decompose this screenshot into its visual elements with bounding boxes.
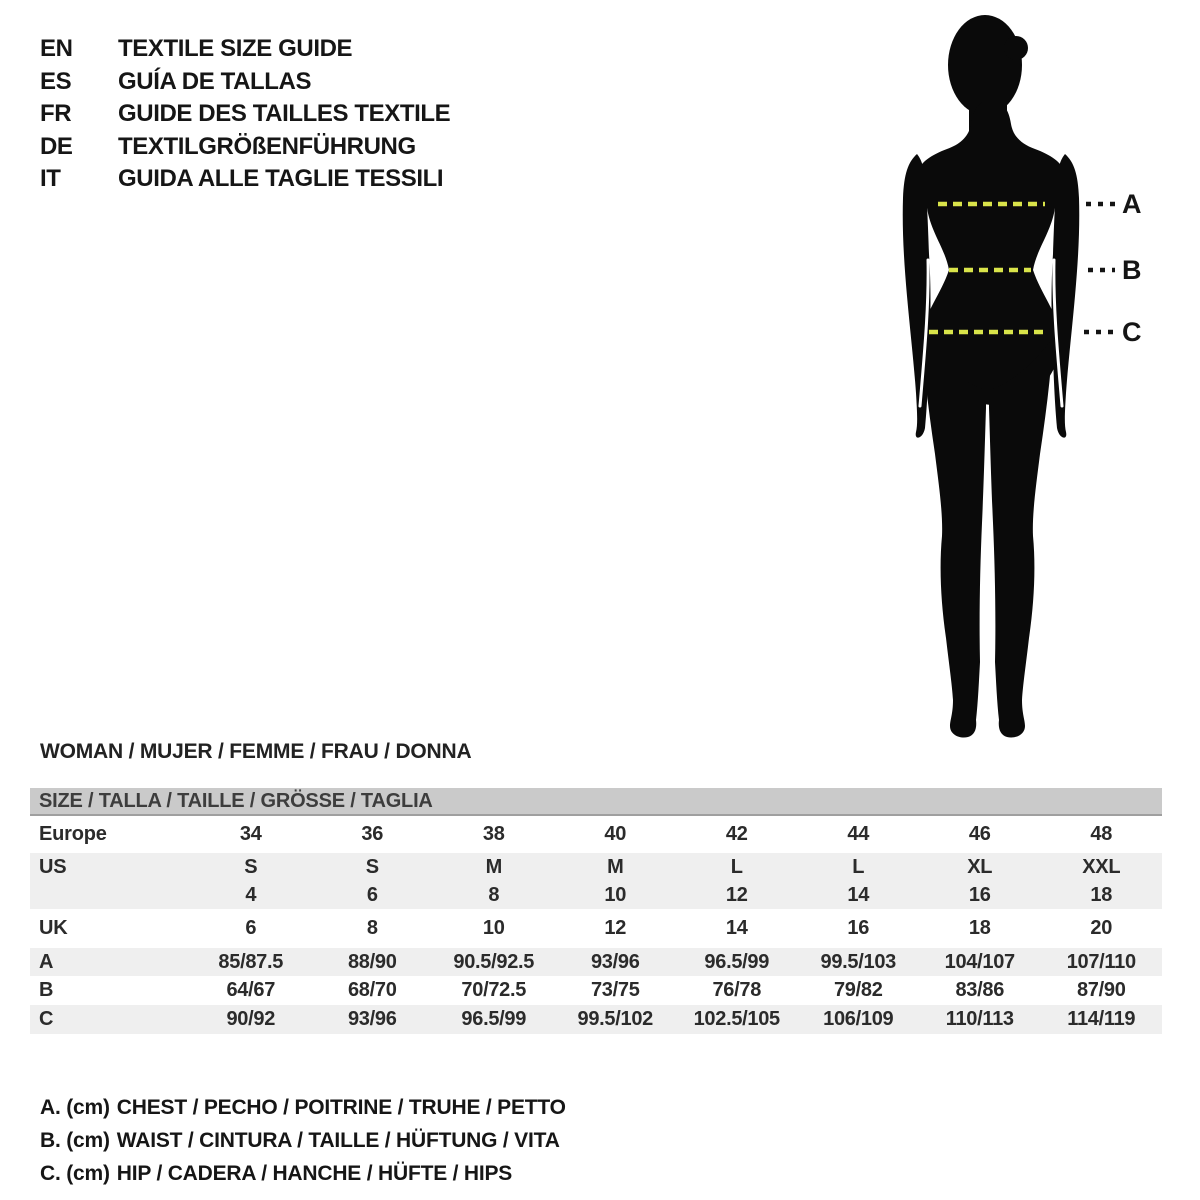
size-table-row — [30, 853, 1162, 881]
language-guide-title: GUÍA DE TALLAS — [118, 67, 312, 95]
silhouette-left-leg — [922, 338, 986, 738]
legend-row — [40, 1124, 566, 1157]
size-table-cell: 16 — [968, 883, 991, 906]
language-code: FR — [40, 100, 72, 127]
size-table-cell: 79/82 — [833, 979, 883, 1001]
size-table-cell: 90.5/92.5 — [453, 950, 535, 973]
size-table-cell: 6 — [245, 917, 257, 939]
size-table-cell: 12 — [725, 883, 748, 906]
size-table — [30, 788, 1162, 1034]
size-table-cell: 93/96 — [347, 1008, 397, 1030]
size-table-header: SIZE / TALLA / TAILLE / GRÖSSE / TAGLIA — [30, 788, 1162, 816]
size-table-cell: 99.5/103 — [820, 950, 896, 973]
marker-c-label: C — [1122, 317, 1142, 347]
size-table-row — [30, 976, 1162, 1005]
size-table-cell: 36 — [361, 823, 384, 845]
size-table-body — [30, 816, 1162, 1034]
woman-silhouette — [903, 15, 1080, 738]
marker-a-label: A — [1122, 189, 1142, 219]
language-code: EN — [40, 35, 73, 62]
measurement-legend — [40, 1091, 566, 1190]
size-table-cell: XL — [967, 855, 993, 878]
size-table-cell: 34 — [239, 823, 262, 845]
size-table-cell: L — [852, 855, 865, 878]
size-table-row-label: Europe — [39, 823, 107, 845]
size-table-cell: 93/96 — [590, 950, 640, 973]
size-table-cell: 96.5/99 — [704, 950, 770, 973]
size-table-row — [30, 1005, 1162, 1034]
size-table-cell: 18 — [1090, 883, 1113, 906]
size-table-cell: 18 — [968, 917, 991, 939]
size-table-cell: 76/78 — [712, 979, 762, 1001]
size-table-row — [30, 909, 1162, 948]
size-table-row — [30, 948, 1162, 976]
legend-key: C. (cm) — [40, 1162, 110, 1185]
marker-b-label: B — [1122, 255, 1142, 285]
size-table-cell: 64/67 — [226, 979, 276, 1001]
size-table-cell: S — [244, 855, 258, 878]
size-table-cell: 85/87.5 — [218, 950, 284, 973]
size-table-row-label: B — [39, 979, 54, 1001]
language-row — [40, 33, 450, 66]
language-code: ES — [40, 67, 72, 95]
legend-label: HIP / CADERA / HANCHE / HÜFTE / HIPS — [116, 1162, 513, 1185]
size-table-cell: 44 — [847, 823, 870, 845]
size-table-cell: 48 — [1090, 823, 1113, 845]
language-row — [40, 66, 450, 99]
size-table-cell: M — [485, 855, 502, 878]
language-guide — [40, 33, 450, 196]
size-table-cell: 40 — [604, 823, 627, 845]
size-table-cell: 99.5/102 — [577, 1008, 653, 1030]
size-table-cell: 110/113 — [945, 1008, 1014, 1030]
size-table-cell: 16 — [847, 917, 870, 939]
size-table-cell: 70/72.5 — [461, 979, 527, 1001]
size-table-cell: 6 — [366, 883, 378, 906]
size-table-cell: 96.5/99 — [461, 1008, 527, 1030]
size-table-cell: 14 — [725, 917, 748, 939]
language-guide-title: GUIDA ALLE TAGLIE TESSILI — [118, 165, 444, 192]
size-table-cell: 83/86 — [955, 979, 1005, 1001]
legend-row — [40, 1157, 566, 1190]
silhouette-hair — [1004, 36, 1028, 60]
size-table-cell: M — [607, 855, 624, 878]
section-title: WOMAN / MUJER / FEMME / FRAU / DONNA — [40, 740, 472, 763]
language-row — [40, 98, 450, 131]
size-table-cell: 102.5/105 — [693, 1008, 780, 1030]
size-table-row-label: UK — [39, 917, 68, 939]
size-table-cell: S — [365, 855, 379, 878]
language-row — [40, 131, 450, 164]
size-table-cell: 10 — [604, 883, 627, 906]
size-table-cell: 87/90 — [1076, 979, 1126, 1001]
size-table-cell: 12 — [604, 917, 627, 939]
size-table-cell: 46 — [968, 823, 991, 845]
size-table-row — [30, 881, 1162, 909]
size-table-cell: 8 — [366, 917, 378, 939]
size-table-row — [30, 816, 1162, 853]
size-table-row-label: US — [39, 855, 67, 878]
size-table-cell: 20 — [1090, 917, 1113, 939]
size-table-cell: 4 — [245, 883, 257, 906]
language-code: DE — [40, 132, 73, 160]
size-table-cell: XXL — [1082, 855, 1121, 878]
legend-row — [40, 1091, 566, 1124]
language-guide-title: GUIDE DES TAILLES TEXTILE — [118, 100, 451, 127]
size-table-cell: 42 — [725, 823, 748, 845]
legend-label: WAIST / CINTURA / TAILLE / HÜFTUNG / VITA — [116, 1129, 560, 1152]
body-measurement-figure — [865, 8, 1145, 743]
size-table-cell: 38 — [482, 823, 505, 845]
size-table-cell: 68/70 — [347, 979, 397, 1001]
language-row — [40, 163, 450, 196]
language-guide-title: TEXTILE SIZE GUIDE — [118, 35, 353, 62]
size-table-cell: 10 — [482, 917, 505, 939]
legend-key: A. (cm) — [40, 1096, 110, 1119]
size-table-cell: 107/110 — [1066, 950, 1136, 973]
size-table-cell: 90/92 — [226, 1008, 276, 1030]
language-code: IT — [40, 165, 61, 192]
language-guide-title: TEXTILGRÖßENFÜHRUNG — [118, 132, 416, 160]
legend-key: B. (cm) — [40, 1129, 110, 1152]
size-table-cell: 104/107 — [944, 950, 1015, 973]
size-table-row-label: C — [39, 1008, 54, 1030]
size-table-cell: 73/75 — [590, 979, 640, 1001]
size-table-cell: L — [730, 855, 743, 878]
size-table-cell: 14 — [847, 883, 870, 906]
size-table-cell: 8 — [488, 883, 500, 906]
silhouette-right-leg — [989, 338, 1053, 738]
size-table-cell: 106/109 — [823, 1008, 894, 1030]
size-table-cell: 114/119 — [1067, 1008, 1136, 1030]
size-table-row-label: A — [39, 950, 54, 973]
legend-label: CHEST / PECHO / POITRINE / TRUHE / PETTO — [116, 1096, 566, 1119]
size-table-cell: 88/90 — [347, 950, 397, 973]
